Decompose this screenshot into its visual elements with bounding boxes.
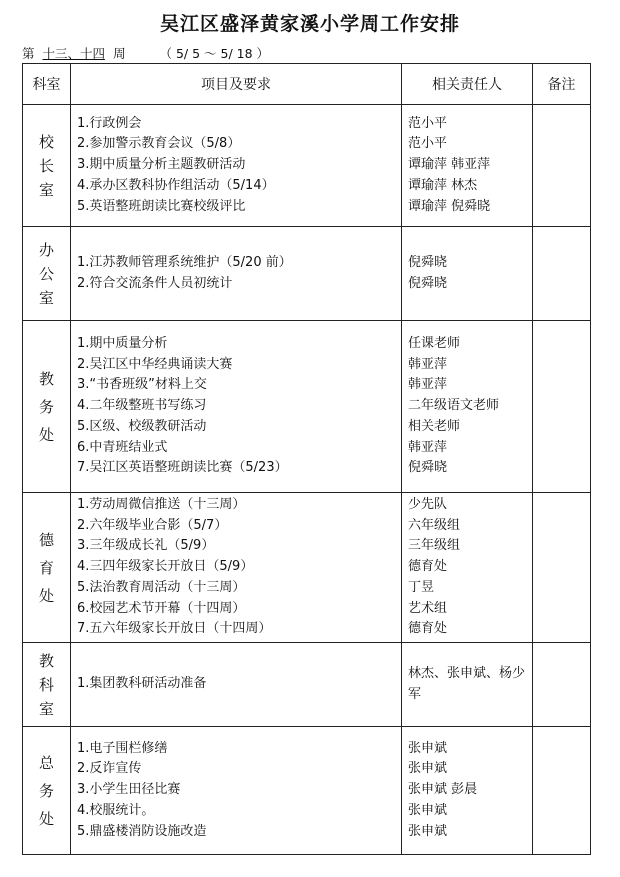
week-numbers: 十三、十四 xyxy=(42,46,106,61)
person-text: 三年级组 xyxy=(408,538,461,554)
person-text: 任课老师 xyxy=(408,335,461,351)
dept-cell xyxy=(23,105,71,227)
person-text: 张申斌 xyxy=(408,823,448,839)
dept-char: 室 xyxy=(38,699,54,718)
item-text: 3.“书香班级”材料上交 xyxy=(77,377,207,393)
page-title: 吴江区盛泽黄家溪小学周工作安排 xyxy=(159,13,460,35)
person-text: 少先队 xyxy=(408,496,448,512)
dept-char: 育 xyxy=(38,558,54,577)
people-cell xyxy=(402,227,533,321)
person-text: 相关老师 xyxy=(408,418,461,434)
person-text: 林杰、张申斌、杨少军 xyxy=(408,665,526,702)
item-text: 2.反诈宣传 xyxy=(77,761,142,777)
person-text: 德育处 xyxy=(408,559,448,575)
person-text: 谭瑜萍 倪舜晓 xyxy=(408,198,491,214)
item-text: 2.吴江区中华经典诵读大赛 xyxy=(77,356,233,372)
dept-char: 校 xyxy=(38,132,54,151)
person-text: 倪舜晓 xyxy=(408,254,448,270)
people-cell xyxy=(402,321,533,493)
dept-char: 总 xyxy=(38,753,54,772)
person-text: 丁昱 xyxy=(408,579,435,595)
note-cell xyxy=(533,727,591,855)
item-text: 1.行政例会 xyxy=(77,115,142,131)
item-text: 1.期中质量分析 xyxy=(77,335,168,351)
items-cell xyxy=(71,321,402,493)
person-text: 范小平 xyxy=(408,115,448,131)
table-row xyxy=(23,227,591,321)
table-row xyxy=(23,321,591,493)
item-text: 1.集团教科研活动准备 xyxy=(77,676,207,692)
item-text: 1.劳动周微信推送（十三周） xyxy=(77,496,246,512)
note-cell xyxy=(533,105,591,227)
item-text: 6.中青班结业式 xyxy=(77,439,168,455)
dept-char: 德 xyxy=(38,530,54,549)
header-items: 项目及要求 xyxy=(71,64,402,105)
dept-char: 处 xyxy=(38,425,54,444)
schedule-table xyxy=(22,63,591,855)
person-text: 韩亚萍 xyxy=(408,356,448,372)
item-text: 4.二年级整班书写练习 xyxy=(77,398,207,414)
dept-cell xyxy=(23,227,71,321)
item-text: 5.鼎盛楼消防设施改造 xyxy=(77,823,207,839)
item-text: 2.符合交流条件人员初统计 xyxy=(77,275,233,291)
item-text: 2.参加警示教育会议（5/8） xyxy=(77,136,241,152)
header-dept: 科室 xyxy=(23,64,71,105)
dept-char: 科 xyxy=(38,675,54,694)
person-text: 韩亚萍 xyxy=(408,439,448,455)
item-text: 3.三年级成长礼（5/9） xyxy=(77,538,215,554)
dept-char: 处 xyxy=(38,586,54,605)
item-text: 1.江苏教师管理系统维护（5/20 前） xyxy=(77,254,292,270)
header-people: 相关责任人 xyxy=(402,64,533,105)
items-cell xyxy=(71,643,402,727)
item-text: 3.小学生田径比赛 xyxy=(77,782,181,798)
item-text: 5.法治教育周活动（十三周） xyxy=(77,579,246,595)
dept-char: 教 xyxy=(38,651,54,670)
people-cell xyxy=(402,105,533,227)
person-text: 谭瑜萍 韩亚萍 xyxy=(408,157,491,173)
week-suffix: 周 xyxy=(113,46,126,61)
items-cell xyxy=(71,227,402,321)
table-row xyxy=(23,643,591,727)
person-text: 张申斌 xyxy=(408,802,448,818)
person-text: 艺术组 xyxy=(408,600,448,616)
week-prefix: 第 xyxy=(22,46,35,61)
person-text: 六年级组 xyxy=(408,517,461,533)
dept-cell xyxy=(23,727,71,855)
table-row xyxy=(23,493,591,643)
people-cell xyxy=(402,643,533,727)
person-text: 二年级语文老师 xyxy=(408,398,500,414)
items-cell xyxy=(71,493,402,643)
item-text: 1.电子围栏修缮 xyxy=(77,740,168,756)
dept-char: 办 xyxy=(38,240,54,259)
items-cell xyxy=(71,727,402,855)
person-text: 谭瑜萍 林杰 xyxy=(408,177,478,193)
dept-char: 处 xyxy=(38,809,54,828)
dept-char: 务 xyxy=(38,397,54,416)
item-text: 2.六年级毕业合影（5/7） xyxy=(77,517,228,533)
people-cell xyxy=(402,493,533,643)
note-cell xyxy=(533,321,591,493)
person-text: 倪舜晓 xyxy=(408,460,448,476)
person-text: 张申斌 xyxy=(408,761,448,777)
week-line xyxy=(22,44,269,62)
table-row xyxy=(23,727,591,855)
header-note: 备注 xyxy=(533,64,591,105)
dept-char: 务 xyxy=(38,781,54,800)
note-cell xyxy=(533,493,591,643)
table-row xyxy=(23,105,591,227)
item-text: 4.校服统计。 xyxy=(77,802,155,818)
person-text: 倪舜晓 xyxy=(408,275,448,291)
note-cell xyxy=(533,227,591,321)
item-text: 7.吴江区英语整班朗读比赛（5/23） xyxy=(77,460,288,476)
date-range: （ 5/ 5 ～ 5/ 18 ） xyxy=(159,46,270,61)
person-text: 张申斌 xyxy=(408,740,448,756)
item-text: 3.期中质量分析主题教研活动 xyxy=(77,157,246,173)
item-text: 6.校园艺术节开幕（十四周） xyxy=(77,600,246,616)
person-text: 范小平 xyxy=(408,136,448,152)
table-header-row xyxy=(23,64,591,105)
note-cell xyxy=(533,643,591,727)
person-text: 德育处 xyxy=(408,621,448,637)
dept-cell xyxy=(23,493,71,643)
dept-cell xyxy=(23,321,71,493)
dept-char: 室 xyxy=(38,180,54,199)
people-cell xyxy=(402,727,533,855)
dept-char: 公 xyxy=(38,264,54,283)
item-text: 5.区级、校级教研活动 xyxy=(77,418,207,434)
dept-char: 长 xyxy=(38,156,54,175)
person-text: 张申斌 彭晨 xyxy=(408,782,478,798)
person-text: 韩亚萍 xyxy=(408,377,448,393)
items-cell xyxy=(71,105,402,227)
dept-char: 室 xyxy=(38,288,54,307)
item-text: 7.五六年级家长开放日（十四周） xyxy=(77,621,272,637)
dept-cell xyxy=(23,643,71,727)
item-text: 4.承办区教科协作组活动（5/14） xyxy=(77,177,275,193)
dept-char: 教 xyxy=(38,369,54,388)
item-text: 5.英语整班朗读比赛校级评比 xyxy=(77,198,246,214)
item-text: 4.三四年级家长开放日（5/9） xyxy=(77,559,254,575)
